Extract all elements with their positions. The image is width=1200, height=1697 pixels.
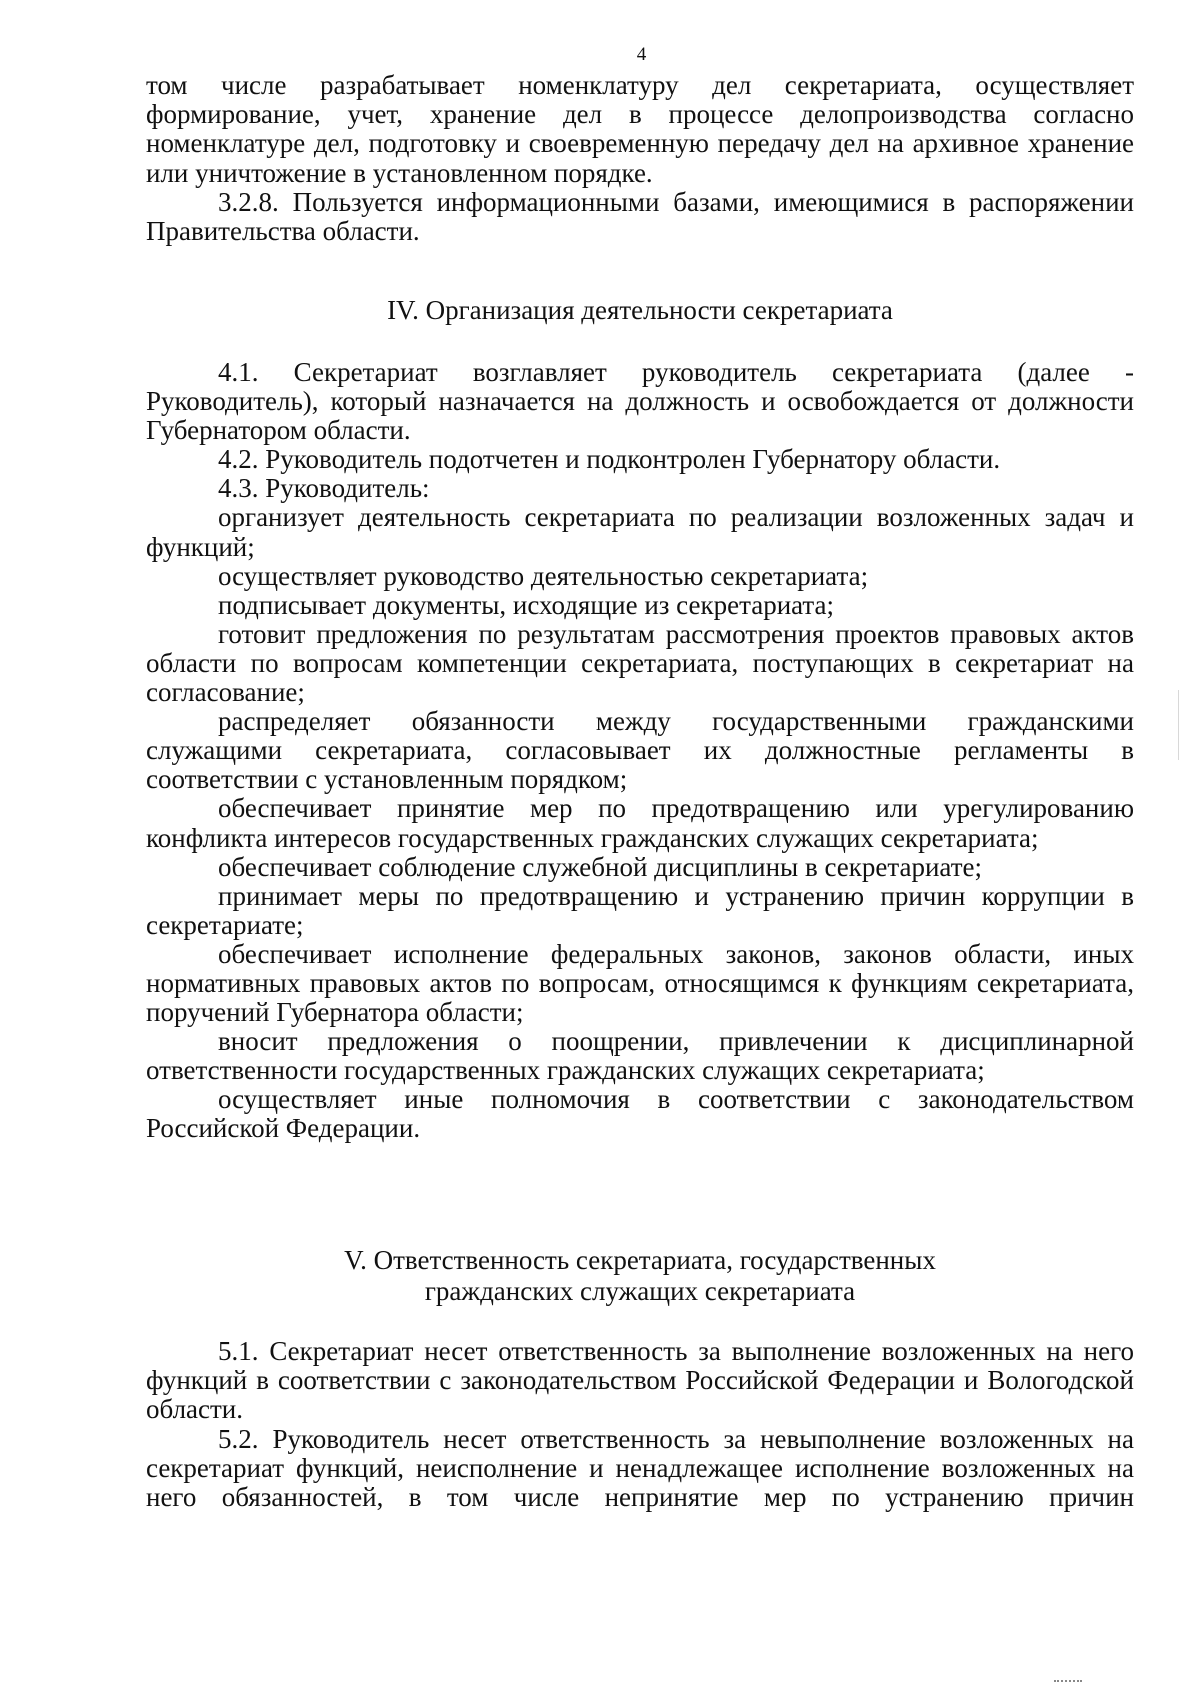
paragraph: организует деятельность секретариата по реализации возложенных задач и функций;	[146, 502, 1134, 562]
paragraph: распределяет обязанности между государственными гражданскими служащими секретариата, согласовывает их должностные регламенты в соответствии с установленным порядком;	[146, 706, 1134, 795]
text-block-top	[146, 71, 1134, 246]
paragraph: подписывает документы, исходящие из секретариата;	[218, 589, 835, 620]
paragraph: готовит предложения по результатам рассмотрения проектов правовых актов области по вопросам компетенции секретариата, поступающих в секретариат на согласование;	[146, 618, 1134, 708]
paragraph: обеспечивает соблюдение служебной дисциплины в секретариате;	[218, 851, 982, 882]
scan-edge-mark	[1178, 690, 1179, 760]
page-number: 4	[636, 44, 647, 65]
paragraph: обеспечивает исполнение федеральных законов, законов области, иных нормативных правовых актов по вопросам, относящимся к функциям секретариата, поручений Губернатора области;	[146, 938, 1134, 1028]
paragraph: 5.2. Руководитель несет ответственность за невыполнение возложенных на секретариат функций, неисполнение и ненадлежащее исполнение возложенных на него обязанностей, в том числе непринятие мер по устранению причин	[146, 1423, 1134, 1513]
paragraph: 5.1. Секретариат несет ответственность за выполнение возложенных на него функций в соответствии с законодательством Российской Федерации и Вологодской области.	[146, 1336, 1134, 1425]
paragraph: принимает меры по предотвращению и устранению причин коррупции в секретариате;	[146, 880, 1134, 940]
paragraph: 4.3. Руководитель:	[218, 473, 430, 504]
paragraph: 3.2.8. Пользуется информационными базами, имеющимися в распоряжении Правительства области.	[146, 186, 1134, 247]
paragraph: осуществляет иные полномочия в соответствии с законодательством Российской Федерации.	[146, 1084, 1134, 1144]
section-v-heading-line2: гражданских служащих секретариата	[424, 1276, 856, 1306]
paragraph: вносит предложения о поощрении, привлечении к дисциплинарной ответственности государственных гражданских служащих секретариата;	[146, 1026, 1134, 1086]
paragraph: осуществляет руководство деятельностью секретариата;	[218, 560, 869, 591]
text-block-section-iv	[146, 358, 1134, 1144]
section-v-heading	[146, 1245, 1134, 1307]
text-block-section-v	[146, 1337, 1134, 1512]
scan-artifact	[1054, 1680, 1082, 1685]
section-v-heading-line1: V. Ответственность секретариата, государственных	[344, 1245, 936, 1275]
paragraph: том числе разрабатывает номенклатуру дел секретариата, осуществляет формирование, учет, хранение дел в процессе делопроизводства согласно номенклатуре дел, подготовку и своевременную передачу дел на архивное хранение или уничтожение в установленном порядке.	[146, 70, 1134, 188]
paragraph: 4.2. Руководитель подотчетен и подконтролен Губернатору области.	[218, 444, 1001, 475]
section-iv-heading-text: IV. Организация деятельности секретариата	[387, 295, 893, 325]
paragraph: 4.1. Секретариат возглавляет руководитель секретариата (далее - Руководитель), который назначается на должность и освобождается от должности Губернатором области.	[146, 357, 1134, 446]
paragraph: обеспечивает принятие мер по предотвращению или урегулированию конфликта интересов государственных гражданских служащих секретариата;	[146, 793, 1134, 853]
section-iv-heading	[146, 294, 1134, 326]
